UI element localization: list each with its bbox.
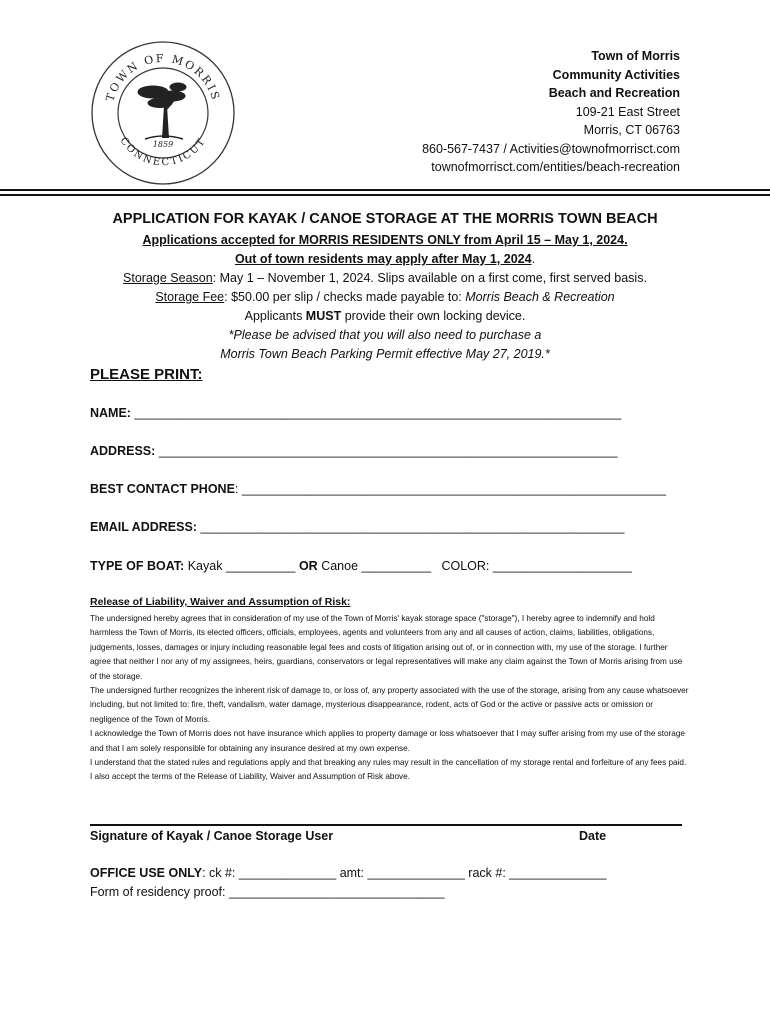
applications-dates: Applications accepted for MORRIS RESIDENTS ONLY from April 15 – May 1, 2024. <box>142 233 628 247</box>
name-input-line[interactable]: ______________________________________________________________________ <box>134 406 622 420</box>
lock-post: provide their own locking device. <box>341 309 526 323</box>
boat-type-field[interactable] <box>90 559 632 573</box>
check-number-field[interactable]: : ck #: ______________ <box>202 866 340 880</box>
office-use-label: OFFICE USE ONLY <box>90 866 203 880</box>
parking-notice-2: Morris Town Beach Parking Permit effective May 27, 2019.* <box>220 347 550 361</box>
release-paragraph-4: I understand that the stated rules and regulations apply and that breaking any rules may result in the cancellation of my storage rental and forfeiture of any fees paid. I also accept the terms of the Release of Liability, Waiver and Assumption of Risk above. <box>90 758 687 782</box>
release-paragraph-3: I acknowledge the Town of Morris does not have insurance which applies to property damage or loss whatsoever that I may suffer arising from my use of the storage and that I am solely responsible for obtaining any insurance desired at my own expense. <box>90 729 685 753</box>
storage-season-text: : May 1 – November 1, 2024. Slips available on a first come, first served basis. <box>212 271 647 285</box>
org-street: 109-21 East Street <box>575 104 680 119</box>
lock-must: MUST <box>305 309 342 323</box>
seal-bottom-text: CONNECTICUT <box>117 135 209 169</box>
name-label: NAME: <box>90 406 131 420</box>
org-header <box>422 47 680 177</box>
residency-proof-label: Form of residency proof: <box>90 885 229 899</box>
town-seal-logo <box>90 40 236 186</box>
storage-fee-label: Storage Fee <box>155 290 225 304</box>
out-of-town-period: . <box>531 252 536 266</box>
org-contact: 860-567-7437 / Activities@townofmorrisct.com <box>422 141 680 156</box>
kayak-option: Kayak <box>187 559 223 573</box>
storage-season-line <box>0 271 770 285</box>
address-label: ADDRESS: <box>90 444 156 458</box>
address-field[interactable] <box>90 444 618 458</box>
signature-line[interactable] <box>90 824 682 826</box>
boat-type-label: TYPE OF BOAT: <box>90 559 185 573</box>
phone-colon: : <box>234 482 239 496</box>
storage-fee-line <box>0 290 770 304</box>
residency-proof-input[interactable]: _______________________________ <box>228 885 445 899</box>
storage-season-label: Storage Season <box>123 271 213 285</box>
canoe-option: Canoe <box>321 559 359 573</box>
org-website: townofmorrisct.com/entities/beach-recreation <box>431 160 680 174</box>
parking-notice-1: *Please be advised that you will also need to purchase a <box>228 328 542 342</box>
page-title: APPLICATION FOR KAYAK / CANOE STORAGE AT THE MORRIS TOWN BEACH <box>112 211 658 227</box>
out-of-town-text: Out of town residents may apply after May 1, 2024 <box>234 252 532 266</box>
release-text <box>90 612 690 785</box>
storage-fee-text: : $50.00 per slip / checks made payable to: <box>224 290 466 304</box>
seal-year: 1859 <box>152 140 174 149</box>
seal-top-text: TOWN OF MORRIS <box>103 51 223 103</box>
release-heading: Release of Liability, Waiver and Assumption of Risk: <box>90 596 351 608</box>
header-rule-secondary <box>0 194 770 196</box>
rack-number-field[interactable]: rack #: ______________ <box>468 866 607 880</box>
storage-fee-payee: Morris Beach & Recreation <box>465 290 615 304</box>
org-name: Town of Morris <box>591 49 680 63</box>
kayak-input-line[interactable]: __________ <box>225 559 296 573</box>
date-label: Date <box>579 829 607 843</box>
please-print-heading: PLEASE PRINT: <box>90 366 203 383</box>
email-input-line[interactable]: _____________________________________________________________ <box>200 520 625 534</box>
phone-field[interactable] <box>90 482 666 496</box>
email-field[interactable] <box>90 520 625 534</box>
color-input-line[interactable]: ____________________ <box>492 559 632 573</box>
release-paragraph-2: The undersigned further recognizes the inherent risk of damage to, or loss of, any property associated with the use of the storage, arising from any cause whatsoever including, but not limited to: fire, theft, vandalism, water damage, mysterious disappearance, rodent, acts of God or the active or passive acts or omission or negligence of the Town of Morris. <box>90 686 689 724</box>
or-label: OR <box>298 559 318 573</box>
signature-label: Signature of Kayak / Canoe Storage User <box>90 829 334 843</box>
amount-field[interactable]: amt: ______________ <box>339 866 469 880</box>
out-of-town-line <box>0 252 770 266</box>
name-field[interactable] <box>90 406 621 420</box>
phone-input-line[interactable]: _____________________________________________________________ <box>241 482 666 496</box>
residency-proof-line <box>90 885 444 899</box>
color-label: COLOR: <box>441 559 490 573</box>
tree-icon <box>138 83 186 139</box>
org-division: Beach and Recreation <box>548 86 680 100</box>
locking-device-line <box>0 309 770 323</box>
phone-label: BEST CONTACT PHONE <box>90 482 235 496</box>
lock-pre: Applicants <box>244 309 306 323</box>
email-label: EMAIL ADDRESS: <box>90 520 197 534</box>
office-use-line <box>90 866 607 880</box>
address-input-line[interactable]: __________________________________________________________________ <box>158 444 618 458</box>
org-city: Morris, CT 06763 <box>583 123 680 137</box>
canoe-input-line[interactable]: __________ <box>361 559 432 573</box>
release-paragraph-1: The undersigned hereby agrees that in consideration of my use of the Town of Morris' kayak storage space ("storage"), I hereby agree to indemnify and hold harmless the Town of Morris, its elected officers, officials, employees, agents and volunteers from any and all causes of action, claims, liabilities, obligations, judgements, losses, damages or injury including reasonable legal fees and costs of litigation arising out of, or in connection with, my use of the storage. I further agree that neither I nor any of my assignees, heirs, guardians, conservators or legal representatives will make any claim against the Town of Morris arising from use of the storage. <box>90 614 683 681</box>
header-rule <box>0 189 770 191</box>
org-department: Community Activities <box>552 67 680 82</box>
